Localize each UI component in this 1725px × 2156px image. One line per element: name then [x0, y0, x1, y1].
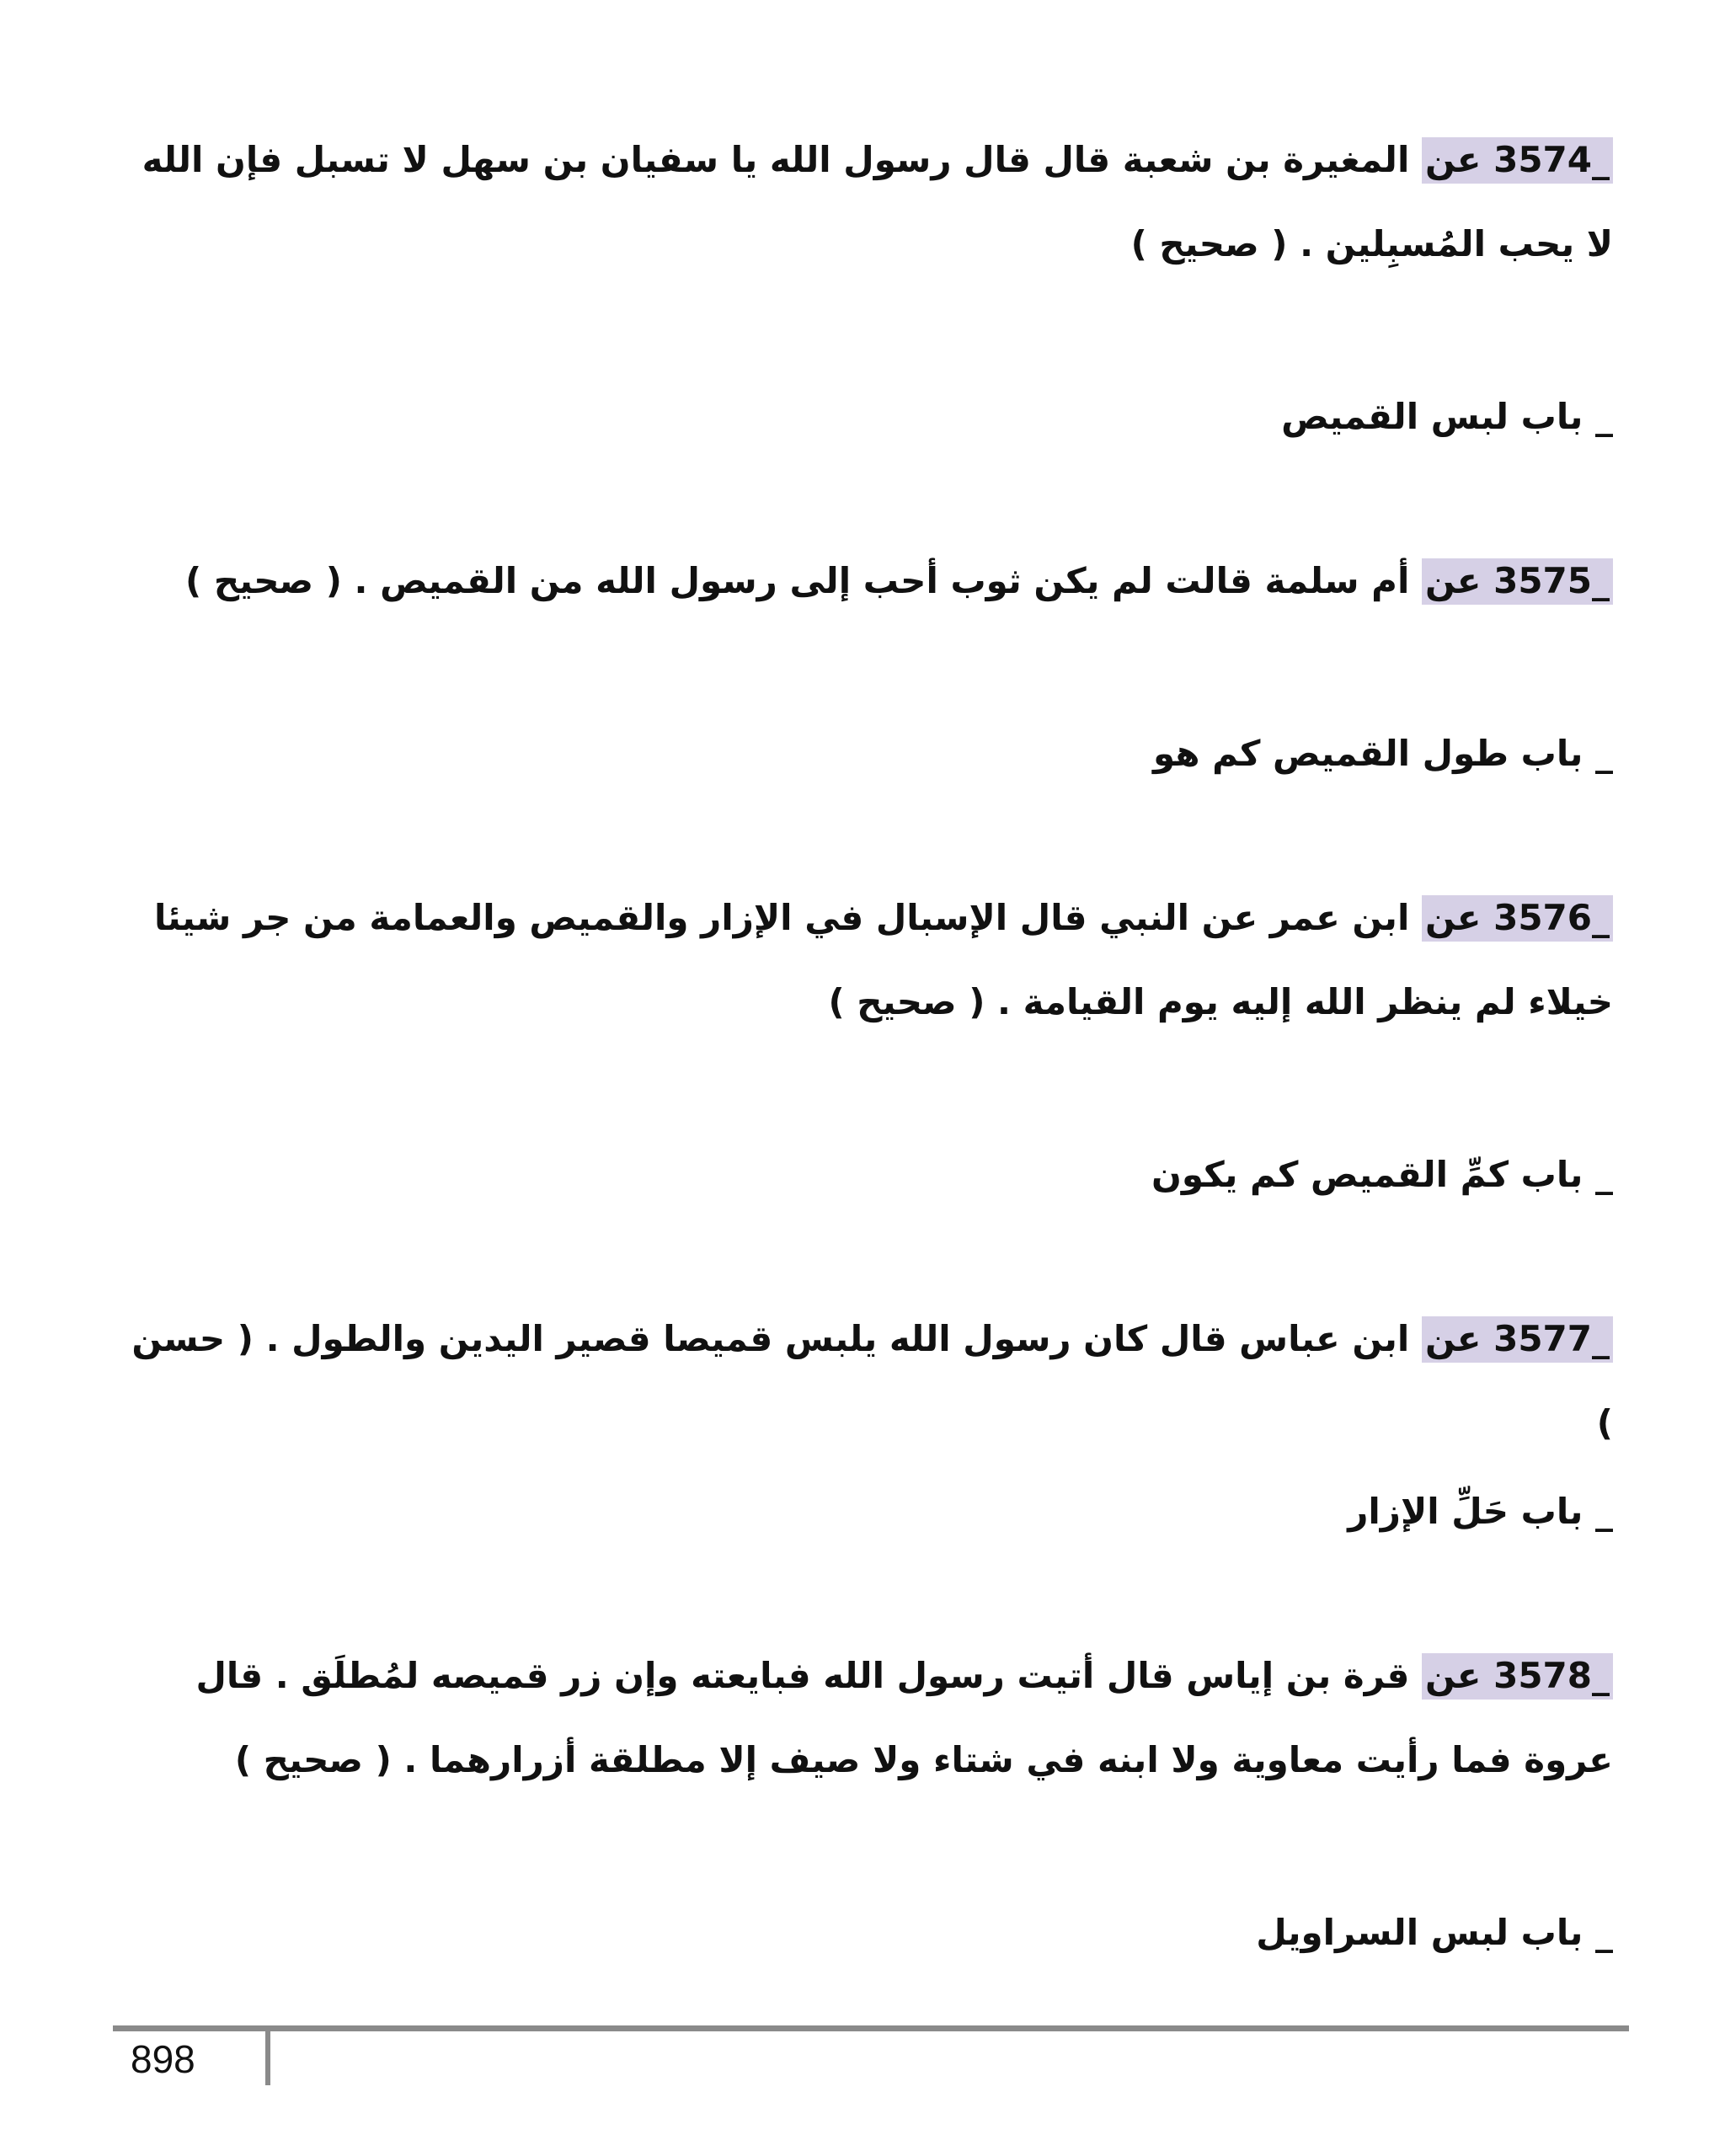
hadith-text: قرة بن إياس قال أتيت رسول الله فبايعته وإن زر قميصه لمُطلَق . قال عروة فما رأيت معاوية ولا ابنه في شتاء ولا صيف إلا مطلقة أزرارهما . ( صحيح ) — [195, 1655, 1613, 1780]
page-number: 898 — [131, 2037, 195, 2081]
hadith-marker — [1422, 895, 1613, 942]
chapter-heading: _ باب لبس القميص — [1281, 396, 1613, 437]
hadith-number: 3578_ — [1493, 1655, 1610, 1696]
hadith-text: أم سلمة قالت لم يكن ثوب أحب إلى رسول الله من القميص . ( صحيح ) — [185, 560, 1422, 601]
hadith-lead-word: عن — [1424, 897, 1482, 938]
hadith-text: ابن عمر عن النبي قال الإسبال في الإزار والقميص والعمامة من جر شيئا خيلاء لم ينظر الله إليه يوم القيامة . ( صحيح ) — [154, 897, 1613, 1022]
hadith-3577 — [105, 1297, 1613, 1465]
chapter-heading: _ باب طول القميص كم هو — [1153, 733, 1613, 774]
hadith-lead-word: عن — [1424, 1318, 1482, 1359]
footer-divider — [113, 2025, 1629, 2031]
hadith-marker — [1422, 558, 1613, 605]
hadith-number: 3576_ — [1493, 897, 1610, 938]
hadith-3576 — [105, 876, 1613, 1044]
hadith-3578 — [105, 1634, 1613, 1802]
hadith-lead-word: عن — [1424, 1655, 1482, 1696]
footer-divider-tick — [265, 2031, 270, 2085]
hadith-text: المغيرة بن شعبة قال قال رسول الله يا سفيان بن سهل لا تسبل فإن الله لا يحب المُسبِلين . ( صحيح ) — [142, 139, 1613, 264]
hadith-lead-word: عن — [1424, 139, 1482, 180]
hadith-text: ابن عباس قال كان رسول الله يلبس قميصا قصير اليدين والطول . ( حسن ) — [131, 1318, 1613, 1444]
chapter-heading: _ باب حَلِّ الإزار — [1348, 1491, 1613, 1532]
hadith-lead-word: عن — [1424, 560, 1482, 601]
hadith-number: 3577_ — [1493, 1318, 1610, 1359]
hadith-marker — [1422, 137, 1613, 184]
hadith-3574 — [105, 118, 1613, 286]
chapter-heading: _ باب كمِّ القميص كم يكون — [1151, 1154, 1613, 1195]
hadith-3575 — [105, 539, 1613, 623]
hadith-marker — [1422, 1653, 1613, 1700]
hadith-marker — [1422, 1316, 1613, 1363]
chapter-heading: _ باب لبس السراويل — [1256, 1912, 1613, 1953]
hadith-number: 3575_ — [1493, 560, 1610, 601]
hadith-number: 3574_ — [1493, 139, 1610, 180]
